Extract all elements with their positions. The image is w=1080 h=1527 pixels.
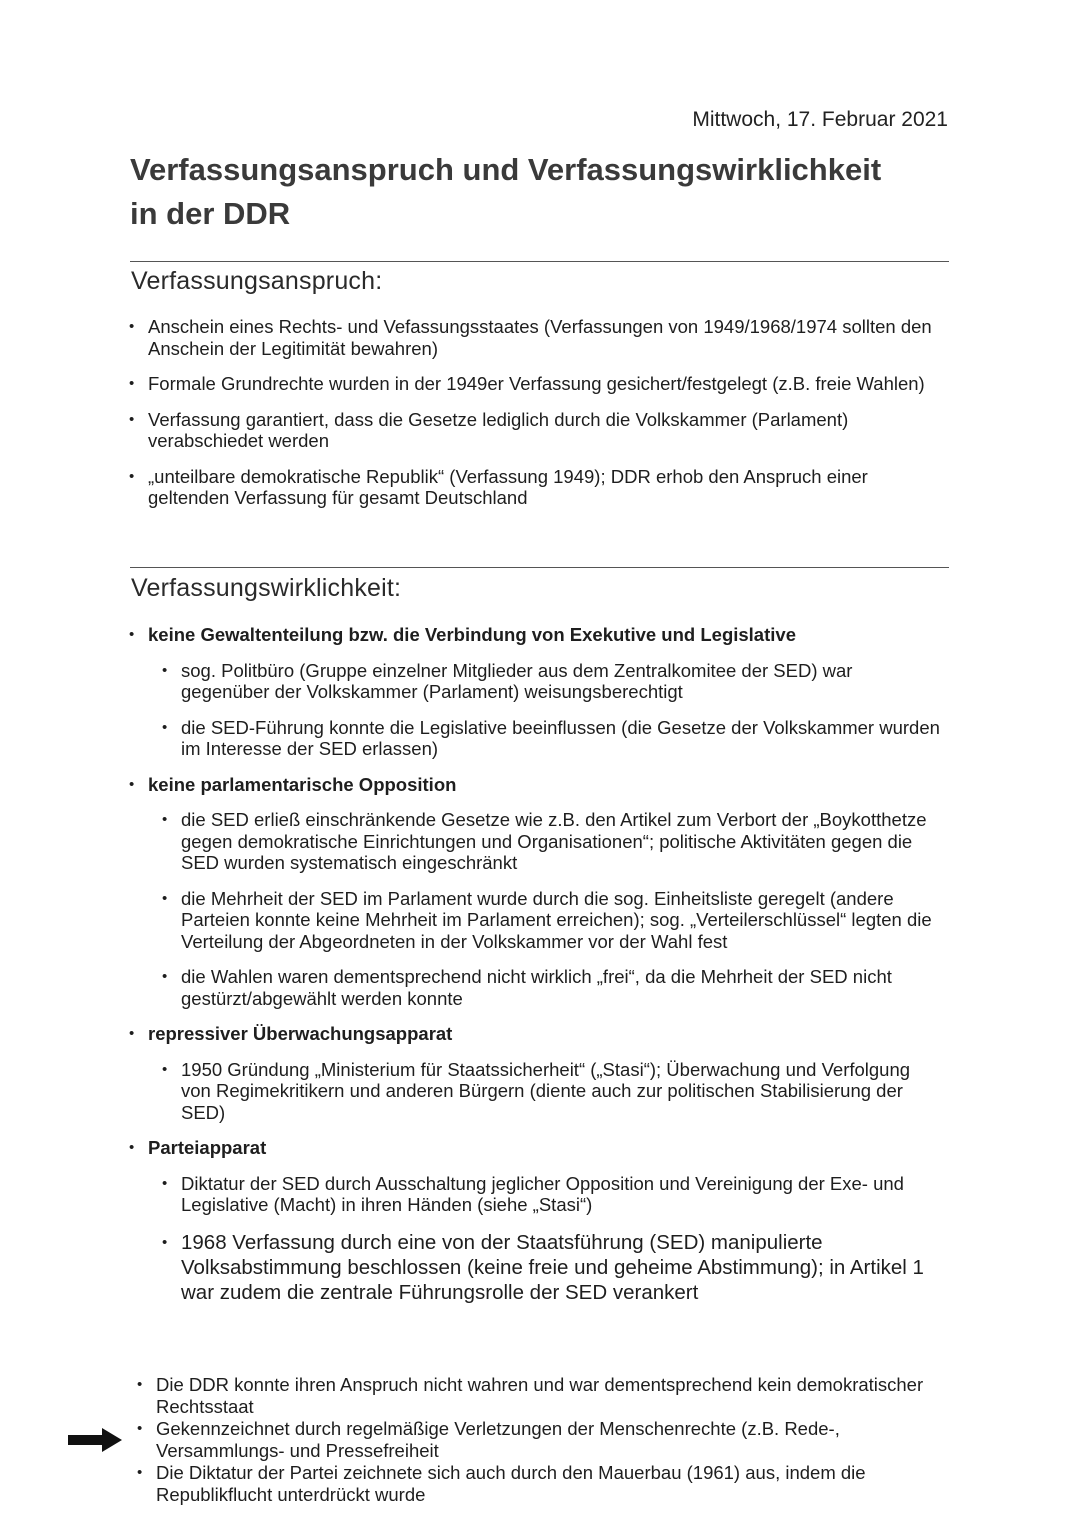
anspruch-list (148, 316, 948, 523)
divider-anspruch (130, 261, 949, 262)
sub-list (181, 1173, 941, 1305)
conclusion-item: • Die DDR konnte ihren Anspruch nicht wahren und war dementsprechend kein demokratischer Rechtsstaat (156, 1374, 946, 1417)
sub-list (181, 660, 941, 760)
wirklichkeit-list (148, 624, 948, 1319)
group-title: • keine parlamentarische Opposition (148, 773, 457, 795)
conclusion-list (156, 1374, 946, 1506)
list-item: • Anschein eines Rechts- und Vefassungsstaates (Verfassungen von 1949/1968/1974 sollten den Anschein der Legitimität bewahren) (148, 316, 948, 359)
sub-list-item: • 1950 Gründung „Ministerium für Staatssicherheit“ („Stasi“); Überwachung und Verfolgung von Regimekritikern und anderen Bürgern (diente auch zur politischen Stabilisierung der SED) (181, 1059, 941, 1124)
title-line-1: Verfassungsanspruch und Verfassungswirklichkeit (130, 152, 882, 187)
conclusion-item: • Die Diktatur der Partei zeichnete sich auch durch den Mauerbau (1961) aus, indem die Republikflucht unterdrückt wurde (156, 1462, 946, 1505)
sub-list (181, 1059, 941, 1124)
sub-list-item: • die Mehrheit der SED im Parlament wurde durch die sog. Einheitsliste geregelt (andere Parteien konnte keine Mehrheit im Parlament erreichen); sog. „Verteilerschlüssel“ legten die Verteilung der Abgeordneten in der Volkskammer vor der Wahl fest (181, 888, 941, 953)
group-item (148, 774, 948, 1010)
conclusion-item: • Gekennzeichnet durch regelmäßige Verletzungen der Menschenrechte (z.B. Rede-, Versammlungs- und Pressefreiheit (156, 1418, 946, 1461)
group-title: • Parteiapparat (148, 1137, 267, 1158)
group-item (148, 1023, 948, 1123)
sub-list (181, 809, 941, 1009)
group-item (148, 624, 948, 760)
list-item: • Verfassung garantiert, dass die Gesetze lediglich durch die Volkskammer (Parlament) verabschiedet werden (148, 409, 948, 452)
group-title: • repressiver Überwachungsapparat (148, 1023, 453, 1044)
date-label: Mittwoch, 17. Februar 2021 (692, 108, 948, 131)
group-item (148, 1137, 948, 1305)
section-heading-anspruch: Verfassungsanspruch: (131, 267, 383, 295)
sub-list-item: • 1968 Verfassung durch eine von der Staatsführung (SED) manipulierte Volksabstimmung beschlossen (keine freie und geheime Abstimmung); in Artikel 1 war zudem die zentrale Führungsrolle der SED verankert (181, 1230, 941, 1305)
right-arrow-icon (68, 1428, 122, 1452)
group-title: • keine Gewaltenteilung bzw. die Verbindung von Exekutive und Legislative (148, 624, 796, 645)
list-item: • Formale Grundrechte wurden in der 1949er Verfassung gesichert/festgelegt (z.B. freie Wahlen) (148, 373, 948, 395)
page-title (130, 148, 960, 236)
sub-list-item: • die SED-Führung konnte die Legislative beeinflussen (die Gesetze der Volkskammer wurden im Interesse der SED erlassen) (181, 717, 941, 760)
title-line-2: in der DDR (130, 196, 291, 231)
divider-wirklichkeit (130, 567, 949, 568)
sub-list-item: • Diktatur der SED durch Ausschaltung jeglicher Opposition und Vereinigung der Exe- und Legislative (Macht) in ihren Händen (siehe „Stasi“) (181, 1173, 941, 1216)
section-heading-wirklichkeit: Verfassungswirklichkeit: (131, 574, 402, 602)
sub-list-item: • die Wahlen waren dementsprechend nicht wirklich „frei“, da die Mehrheit der SED nicht gestürzt/abgewählt werden konnte (181, 966, 941, 1009)
sub-list-item: • sog. Politbüro (Gruppe einzelner Mitglieder aus dem Zentralkomitee der SED) war gegenüber der Volkskammer (Parlament) weisungsberechtigt (181, 660, 941, 703)
list-item: • „unteilbare demokratische Republik“ (Verfassung 1949); DDR erhob den Anspruch einer geltenden Verfassung für gesamt Deutschland (148, 466, 948, 509)
sub-list-item: • die SED erließ einschränkende Gesetze wie z.B. den Artikel zum Verbort der „Boykotthetze gegen demokratische Einrichtungen und Organisationen“; politische Aktivitäten gegen die SED wurden systematisch eingeschränkt (181, 809, 941, 874)
